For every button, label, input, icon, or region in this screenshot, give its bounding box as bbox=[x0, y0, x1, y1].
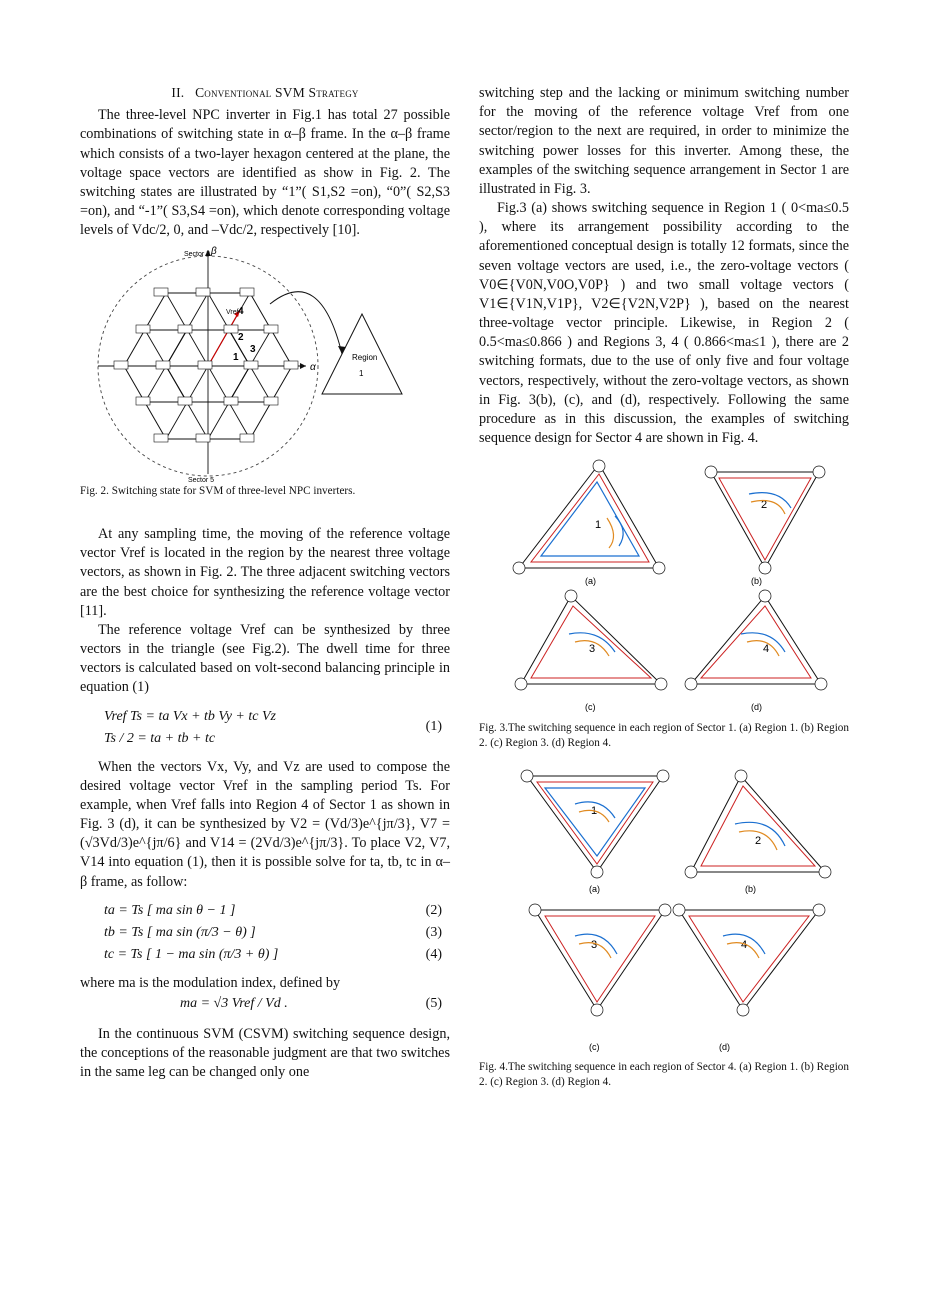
paragraph: Fig.3 (a) shows switching sequence in Region 1 ( 0<ma≤0.5 ), where its arrangement possibility according to the aforementioned conceptual design is totally 12 formats, since the seven voltage vectors are used, i.e., the zero-voltage vectors ( V0∈{V0N,V0O,V0P} ) and two small voltage vectors ( V1∈{V1N,V1P}, V2∈{V2N,V2P} ), based on the nearest three-voltage vector principle. Likewise, in Region 2 ( 0.5<ma≤0.866 ) and Regions 3, 4 ( 0.866<ma≤1 ), there are 2 switching formats, due to the use of only five and four voltage vectors, respectively, without the zero-voltage vectors, as shown in Fig. 3(b), (c), and (d), respectively. Following the same procedure as in this discussion, the examples of switching sequence design for Sector 4 are shown in Fig. 4. bbox=[479, 200, 849, 447]
region-number: 2 bbox=[238, 332, 244, 344]
figure-caption: Fig. 4.The switching sequence in each region of Sector 4. (a) Region 1. (b) Region 2. (c) Region 3. (d) Region 4. bbox=[479, 1061, 849, 1088]
left-column bbox=[80, 84, 450, 1082]
equation: Ts / 2 = ta + tb + tc (1) bbox=[104, 718, 442, 746]
region-number: 2 bbox=[755, 835, 762, 848]
equation: tc = Ts [ 1 − ma sin (π/3 + θ) ] (4) bbox=[104, 946, 442, 962]
subfig-label: (d) bbox=[719, 1042, 730, 1053]
figure-4 bbox=[479, 760, 849, 1060]
paragraph: The reference voltage Vref can be synthesized by three vectors in the triangle (see Fig.2). The dwell time for three vectors is calculated based on volt-second balancing principle in equation (1) bbox=[80, 621, 450, 696]
region-number: 4 bbox=[741, 939, 748, 952]
region-number: 3 bbox=[591, 939, 598, 952]
paragraph: where ma is the modulation index, defined by bbox=[80, 974, 341, 991]
subfig-label: (d) bbox=[751, 702, 762, 713]
region-number: 4 bbox=[238, 306, 244, 318]
region-number: 1 bbox=[595, 519, 602, 532]
paragraph: In the continuous SVM (CSVM) switching sequence design, the conceptions of the reasonable judgment are that two switches in the same leg can be changed only one bbox=[80, 1025, 450, 1081]
equation: tb = Ts [ ma sin (π/3 − θ) ] (3) bbox=[104, 924, 442, 940]
paragraph: At any sampling time, the moving of the reference voltage vector Vref is located in the region by the nearest three voltage vectors, as shown in Fig. 2. The three adjacent switching vectors are the best choice for synthesizing the reference voltage vector [11]. bbox=[80, 525, 450, 619]
region-number: 4 bbox=[763, 643, 770, 656]
sector-label: Sector 2 bbox=[184, 251, 211, 259]
subfig-label: (b) bbox=[745, 884, 756, 895]
sector1-sequence-diagram bbox=[479, 456, 849, 721]
paragraph: The three-level NPC inverter in Fig.1 has total 27 possible combinations of switching state in α–β frame. In the α–β frame which consists of a two-layer hexagon centered at the plane, the voltage space vectors are identified as show in Fig. 2. The switching states are illustrated by “1”( S1,S2 =on), “0”( S2,S3 =on), and “-1”( S3,S4 =on), which denote corresponding voltage levels of Vdc/2, 0, and –Vdc/2, respectively [10]. bbox=[80, 107, 450, 239]
subfig-label: (b) bbox=[751, 576, 762, 587]
region-number: 1 bbox=[233, 352, 239, 364]
equation: ta = Ts [ ma sin θ − 1 ] (2) bbox=[104, 902, 442, 918]
section-heading: II. Conventional SVM Strategy bbox=[171, 85, 359, 100]
equation: Vref Ts = ta Vx + tb Vy + tc Vz bbox=[104, 708, 276, 724]
beta-label: β bbox=[211, 246, 217, 258]
figure-3 bbox=[479, 456, 849, 721]
equation: ma = √3 Vref / Vd . (5) bbox=[180, 995, 442, 1011]
alpha-label: α bbox=[310, 362, 316, 374]
region-number: 1 bbox=[591, 805, 598, 818]
paragraph: switching step and the lacking or minimum switching number for the moving of the reference voltage Vref from one sector/region to the next are required, in order to minimize the switching power losses for this inverter. Among these, the examples of the switching sequence arrangement in Sector 1 are illustrated in Fig. 3. bbox=[479, 85, 849, 197]
region-number: 3 bbox=[250, 344, 256, 356]
region-number: 3 bbox=[589, 643, 596, 656]
paragraph: When the vectors Vx, Vy, and Vz are used to compose the desired voltage vector Vref in the sampling period Ts. For example, when Vref falls into Region 4 of Sector 1 as shown in Fig. 3 (d), it can be synthesized by V2 = (Vd/3)e^{jπ/3}, V7 = (√3Vd/3)e^{jπ/6} and V14 = (2Vd/3)e^{jπ/3}. To place V2, V7, V14 into equation (1), then it is possible solve for ta, tb, tc in α–β frame, as follow: bbox=[80, 758, 450, 890]
vref-label: Vref bbox=[226, 309, 239, 317]
subfig-label: (c) bbox=[585, 702, 596, 713]
region-word: Region bbox=[352, 353, 378, 363]
subfig-label: (a) bbox=[589, 884, 600, 895]
figure-2 bbox=[80, 244, 450, 482]
right-column bbox=[479, 84, 849, 1090]
sector4-sequence-diagram bbox=[479, 760, 849, 1060]
region-number: 1 bbox=[359, 369, 364, 379]
hexagon-diagram bbox=[80, 244, 450, 482]
figure-caption: Fig. 3.The switching sequence in each region of Sector 1. (a) Region 1. (b) Region 2. (c) Region 3. (d) Region 4. bbox=[479, 722, 849, 749]
figure-caption: Fig. 2. Switching state for SVM of three-level NPC inverters. bbox=[80, 485, 356, 498]
subfig-label: (a) bbox=[585, 576, 596, 587]
region-number: 2 bbox=[761, 499, 768, 512]
subfig-label: (c) bbox=[589, 1042, 600, 1053]
sector-label: Sector 5 bbox=[188, 477, 215, 483]
section-title: Conventional SVM Strategy bbox=[195, 85, 359, 100]
